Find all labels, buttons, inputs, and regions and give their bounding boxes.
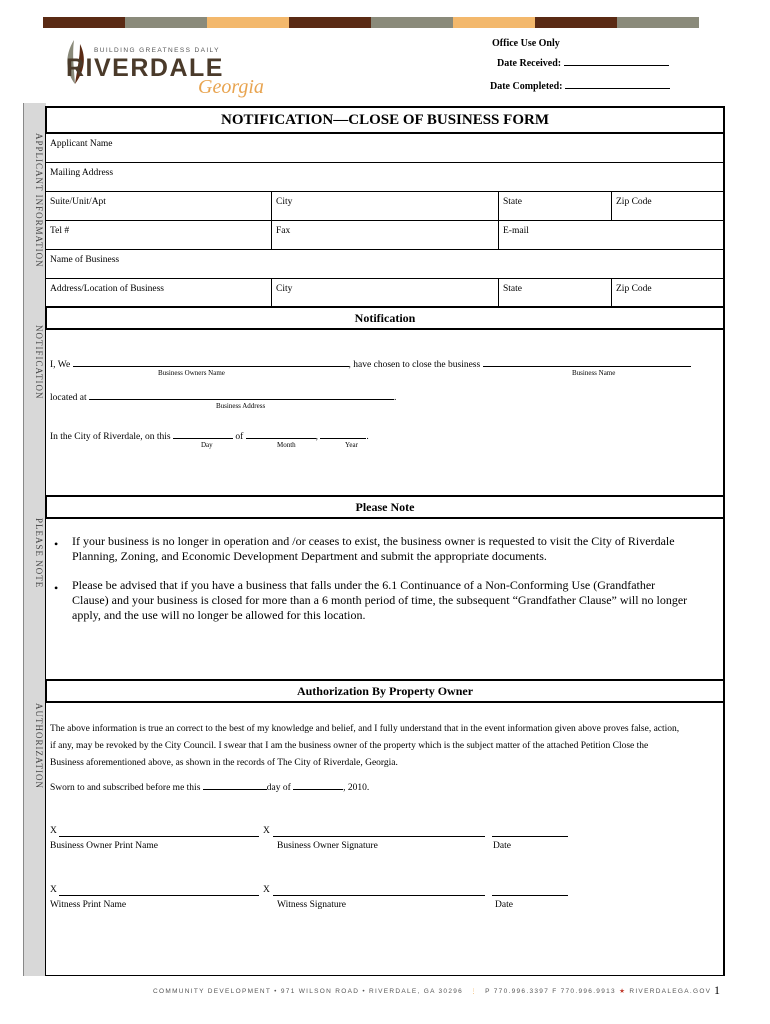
witness-print-label: Witness Print Name [50, 900, 127, 910]
stripe-5 [371, 17, 453, 28]
located-at-label: located at [50, 393, 87, 403]
please-note-item-1 [72, 534, 675, 564]
authorization-statement-line-2: if any, may be revoked by the City Council. I swear that I am the business owner of the property which is the subject matter of the attached Petition Close the [50, 741, 649, 751]
owner-print-x: X [50, 826, 57, 836]
please-note-item-2-line-2: Clause) and your business is closed for more than a 6 month period of time, the subsequent “Grandfather Clause” will no longer [72, 593, 688, 607]
sworn-label: Sworn to and subscribed before me this [50, 783, 201, 793]
logo-name: RIVERDALE [66, 54, 224, 82]
witness-sig-label: Witness Signature [277, 900, 347, 910]
stripe-7 [535, 17, 617, 28]
bullet-1: • [54, 537, 59, 551]
year-field[interactable] [320, 429, 366, 439]
month-field[interactable] [246, 429, 316, 439]
sworn-year-label: , 2010. [343, 783, 370, 793]
business-address-line-field[interactable] [89, 390, 394, 400]
date-completed-field[interactable] [565, 79, 670, 89]
stripe-2 [125, 17, 207, 28]
city-field[interactable]: City [276, 197, 293, 207]
footer-separator: ⋮ [470, 988, 479, 995]
side-label-please-note: PLEASE NOTE [34, 518, 44, 589]
stripe-8 [617, 17, 699, 28]
date2-label: Date [495, 900, 513, 910]
business-address-field[interactable]: Address/Location of Business [50, 284, 164, 294]
please-note-item-1-line-1: If your business is no longer in operation and /or ceases to exist, the business owner is requested to visit the City of Riverdale [72, 534, 675, 548]
witness-sig-line[interactable] [273, 895, 485, 896]
please-note-heading: Please Note [45, 495, 725, 519]
frame-left [45, 106, 46, 976]
owner-print-line[interactable] [59, 836, 259, 837]
side-label-applicant: APPLICANT INFORMATION [34, 133, 44, 268]
zip-field[interactable]: Zip Code [616, 197, 652, 207]
stripe-4 [289, 17, 371, 28]
frame-bottom [45, 975, 725, 976]
witness-print-x: X [50, 885, 57, 895]
please-note-item-1-line-2: Planning, Zoning, and Economic Development Department and submit the appropriate documents. [72, 549, 547, 563]
authorization-statement [50, 721, 679, 772]
month-caption: Month [277, 441, 296, 449]
business-state-field[interactable]: State [503, 284, 522, 294]
date-received-field[interactable] [564, 56, 669, 66]
period-1: . [394, 393, 397, 403]
footer-address: COMMUNITY DEVELOPMENT • 971 WILSON ROAD • RIVERDALE, GA 30296 [153, 988, 464, 995]
date1-label: Date [493, 841, 511, 851]
business-city-field[interactable]: City [276, 284, 293, 294]
date1-line[interactable] [492, 836, 568, 837]
bullet-2: • [54, 581, 59, 595]
date-completed-label: Date Completed: [490, 81, 563, 92]
authorization-statement-line-3: Business aforementioned above, as shown in the records of The City of Riverdale, Georgia. [50, 758, 398, 768]
date2-line[interactable] [492, 895, 568, 896]
day-field[interactable] [173, 429, 233, 439]
logo-state: Georgia [198, 76, 264, 98]
witness-print-line[interactable] [59, 895, 259, 896]
sworn-day-field[interactable] [203, 780, 267, 790]
sworn-day-of-label: day of [266, 783, 291, 793]
tel-field[interactable]: Tel # [50, 226, 70, 236]
mailing-address-field[interactable]: Mailing Address [50, 168, 114, 178]
fax-field[interactable]: Fax [276, 226, 291, 236]
state-field[interactable]: State [503, 197, 522, 207]
chosen-to-close-label: , have chosen to close the business [348, 360, 481, 370]
date-received-label: Date Received: [497, 58, 562, 69]
side-label-notification: NOTIFICATION [34, 325, 44, 400]
sworn-month-field[interactable] [293, 780, 343, 790]
comma-label: , [315, 432, 318, 442]
stripe-3 [207, 17, 289, 28]
date-received-row [497, 56, 669, 69]
city-of-riverdale-label: In the City of Riverdale, on this [50, 432, 171, 442]
riverdale-logo [62, 38, 282, 104]
footer [153, 987, 711, 995]
business-zip-field[interactable]: Zip Code [616, 284, 652, 294]
owner-print-label: Business Owner Print Name [50, 841, 158, 851]
notification-heading: Notification [45, 306, 725, 330]
date-completed-row [490, 79, 670, 92]
sworn-line [50, 780, 369, 793]
office-use-only: Office Use Only [492, 38, 560, 49]
owners-name-caption: Business Owners Name [158, 369, 225, 377]
side-label-authorization: AUTHORIZATION [34, 703, 44, 789]
owner-sig-x: X [263, 826, 270, 836]
day-caption: Day [201, 441, 213, 449]
of-label: of [235, 432, 244, 442]
please-note-item-2 [72, 578, 687, 623]
stripe-6 [453, 17, 535, 28]
please-note-item-2-line-3: apply, and the use will no longer be allowed for this location. [72, 608, 366, 622]
owners-name-field[interactable] [73, 357, 349, 367]
applicant-name-field[interactable]: Applicant Name [50, 139, 113, 149]
please-note-item-2-line-1: Please be advised that if you have a business that falls under the 6.1 Continuance of a Non-Conforming Use (Grandfather [72, 578, 656, 592]
footer-phones: P 770.996.3397 F 770.996.9913 [485, 988, 616, 995]
i-we-label: I, We [50, 360, 71, 370]
business-name-caption: Business Name [572, 369, 616, 377]
business-name-line-field[interactable] [483, 357, 691, 367]
email-field[interactable]: E-mail [503, 226, 529, 236]
stripe-1 [43, 17, 125, 28]
authorization-statement-line-1: The above information is true an correct to the best of my knowledge and belief, and I fully understand that in the event information given above proves false, action, [50, 724, 680, 734]
authorization-heading: Authorization By Property Owner [45, 679, 725, 703]
period-2: . [366, 432, 369, 442]
business-address-caption: Business Address [216, 402, 266, 410]
logo-tagline: BUILDING GREATNESS DAILY [94, 47, 220, 54]
owner-sig-line[interactable] [273, 836, 485, 837]
form-title: NOTIFICATION—CLOSE OF BUSINESS FORM [45, 106, 725, 134]
year-caption: Year [345, 441, 358, 449]
star-icon: ★ [619, 988, 627, 995]
business-name-field[interactable]: Name of Business [50, 255, 120, 265]
witness-sig-x: X [263, 885, 270, 895]
footer-web: RIVERDALEGA.GOV [629, 988, 712, 995]
suite-field[interactable]: Suite/Unit/Apt [50, 197, 106, 207]
frame-right [723, 106, 725, 976]
page-number: 1 [714, 983, 720, 997]
owner-sig-label: Business Owner Signature [277, 841, 378, 851]
